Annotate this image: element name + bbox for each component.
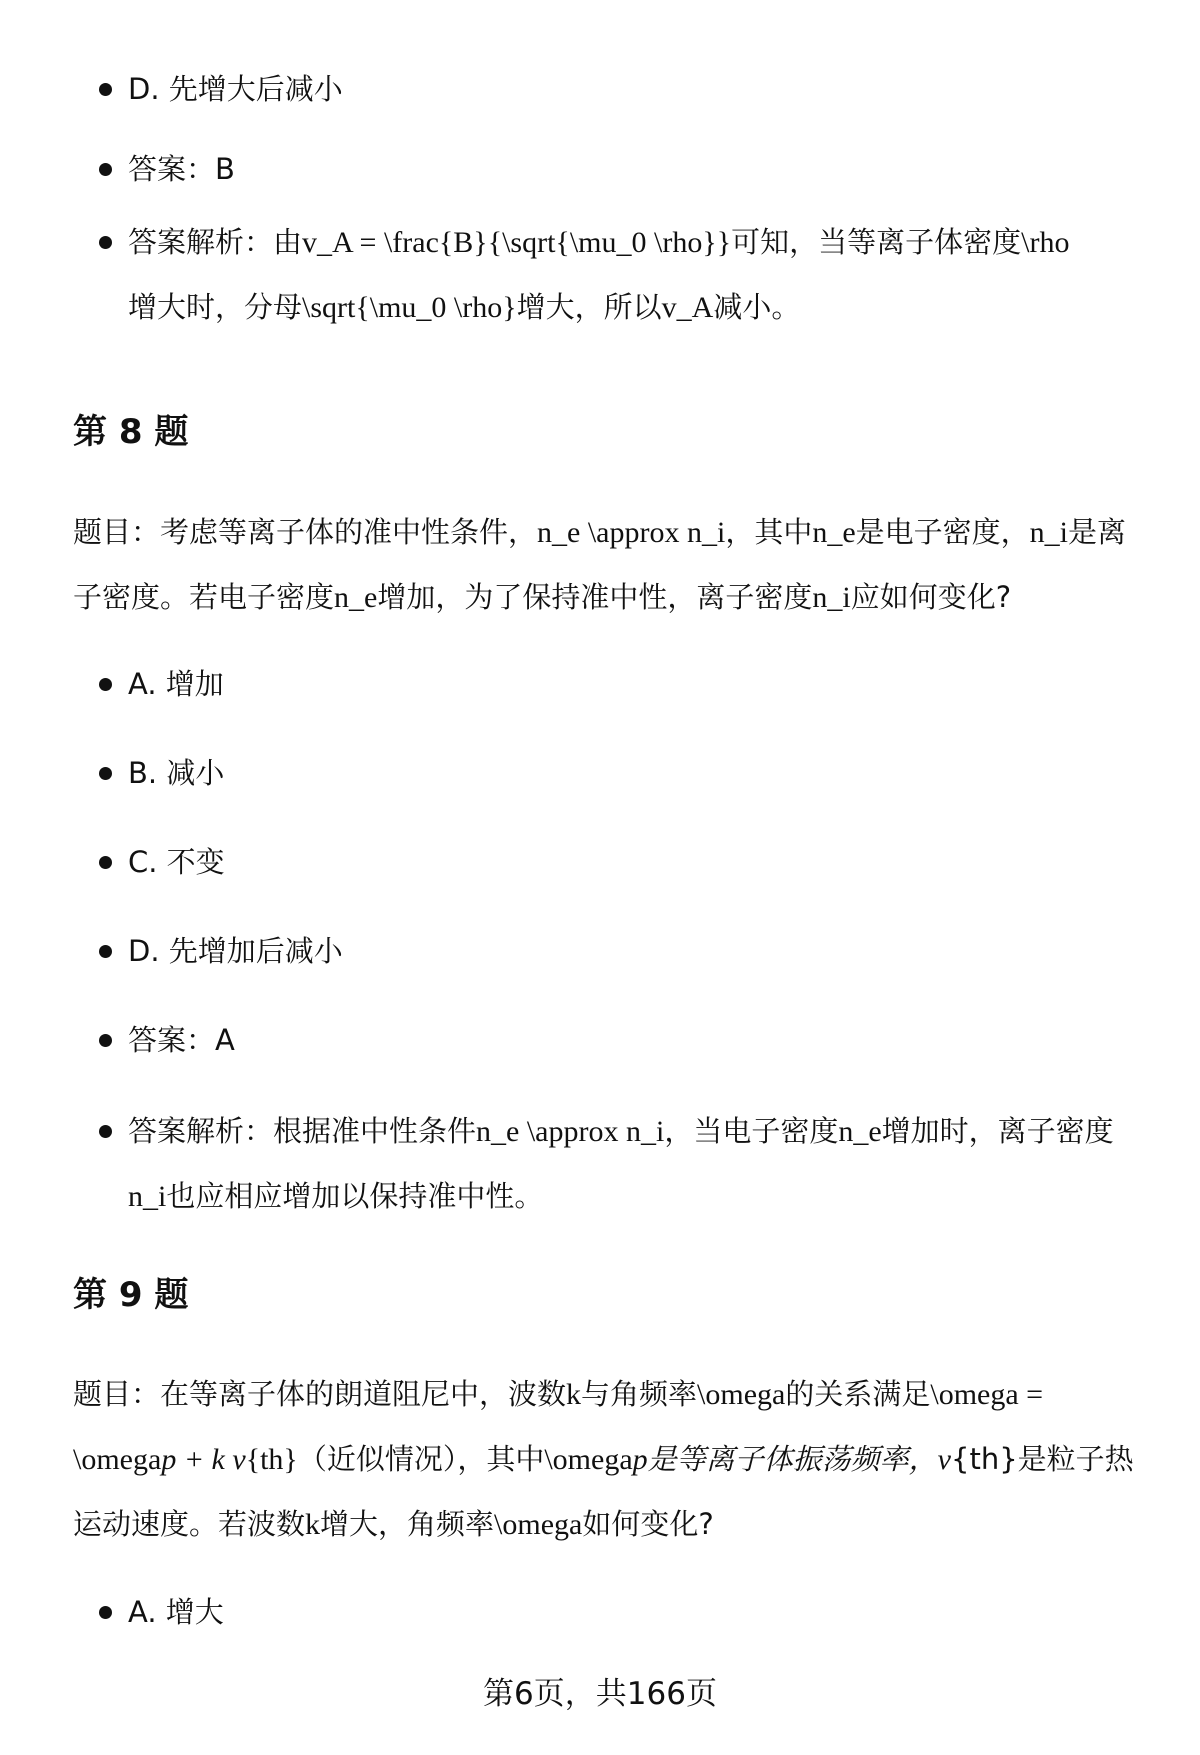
option-a: A. 增加 [128, 652, 1138, 716]
formula: v_A [661, 291, 714, 324]
formula: \sqrt{\mu_0 \rho} [302, 291, 517, 324]
formula: \rho [1021, 226, 1070, 259]
question-heading: 第 8 题 [73, 412, 189, 452]
formula: v_A = \frac{B}{\sqrt{\mu_0 \rho}} [302, 226, 732, 259]
option-b: B. 减小 [128, 741, 1138, 805]
answer-analysis: 答案解析：由v_A = \frac{B}{\sqrt{\mu_0 \rho}}可知，当等离子体密度\rho增大时，分母\sqrt{\mu_0 \rho}增大，所以v_A减小。 [128, 210, 1088, 340]
option-c: C. 不变 [128, 830, 1138, 894]
answer-analysis: 答案解析：根据准中性条件n_e \approx n_i，当电子密度n_e增加时，离子密度n_i也应相应增加以保持准中性。 [128, 1099, 1138, 1229]
answer: 答案：B [128, 137, 1138, 201]
option-d: D. 先增加后减小 [128, 919, 1138, 983]
question-heading: 第 9 题 [73, 1275, 189, 1315]
option-d: D. 先增大后减小 [128, 57, 1138, 121]
answer: 答案：A [128, 1008, 1138, 1072]
question-text: 题目：考虑等离子体的准中性条件，n_e \approx n_i，其中n_e是电子密度，n_i是离子密度。若电子密度n_e增加，为了保持准中性，离子密度n_i应如何变化? [73, 515, 1127, 614]
page-footer: 第6页，共166页 [483, 1676, 717, 1712]
option-a: A. 增大 [128, 1580, 1138, 1644]
question-text: 题目：在等离子体的朗道阻尼中，波数k与角频率\omega的关系满足\omega = \omegap + k v{th}（近似情况），其中\omegap是等离子体振荡频率，v{th}是粒子热运动速度。若波数k增大，角频率\omega如何变化? [73, 1377, 1134, 1541]
